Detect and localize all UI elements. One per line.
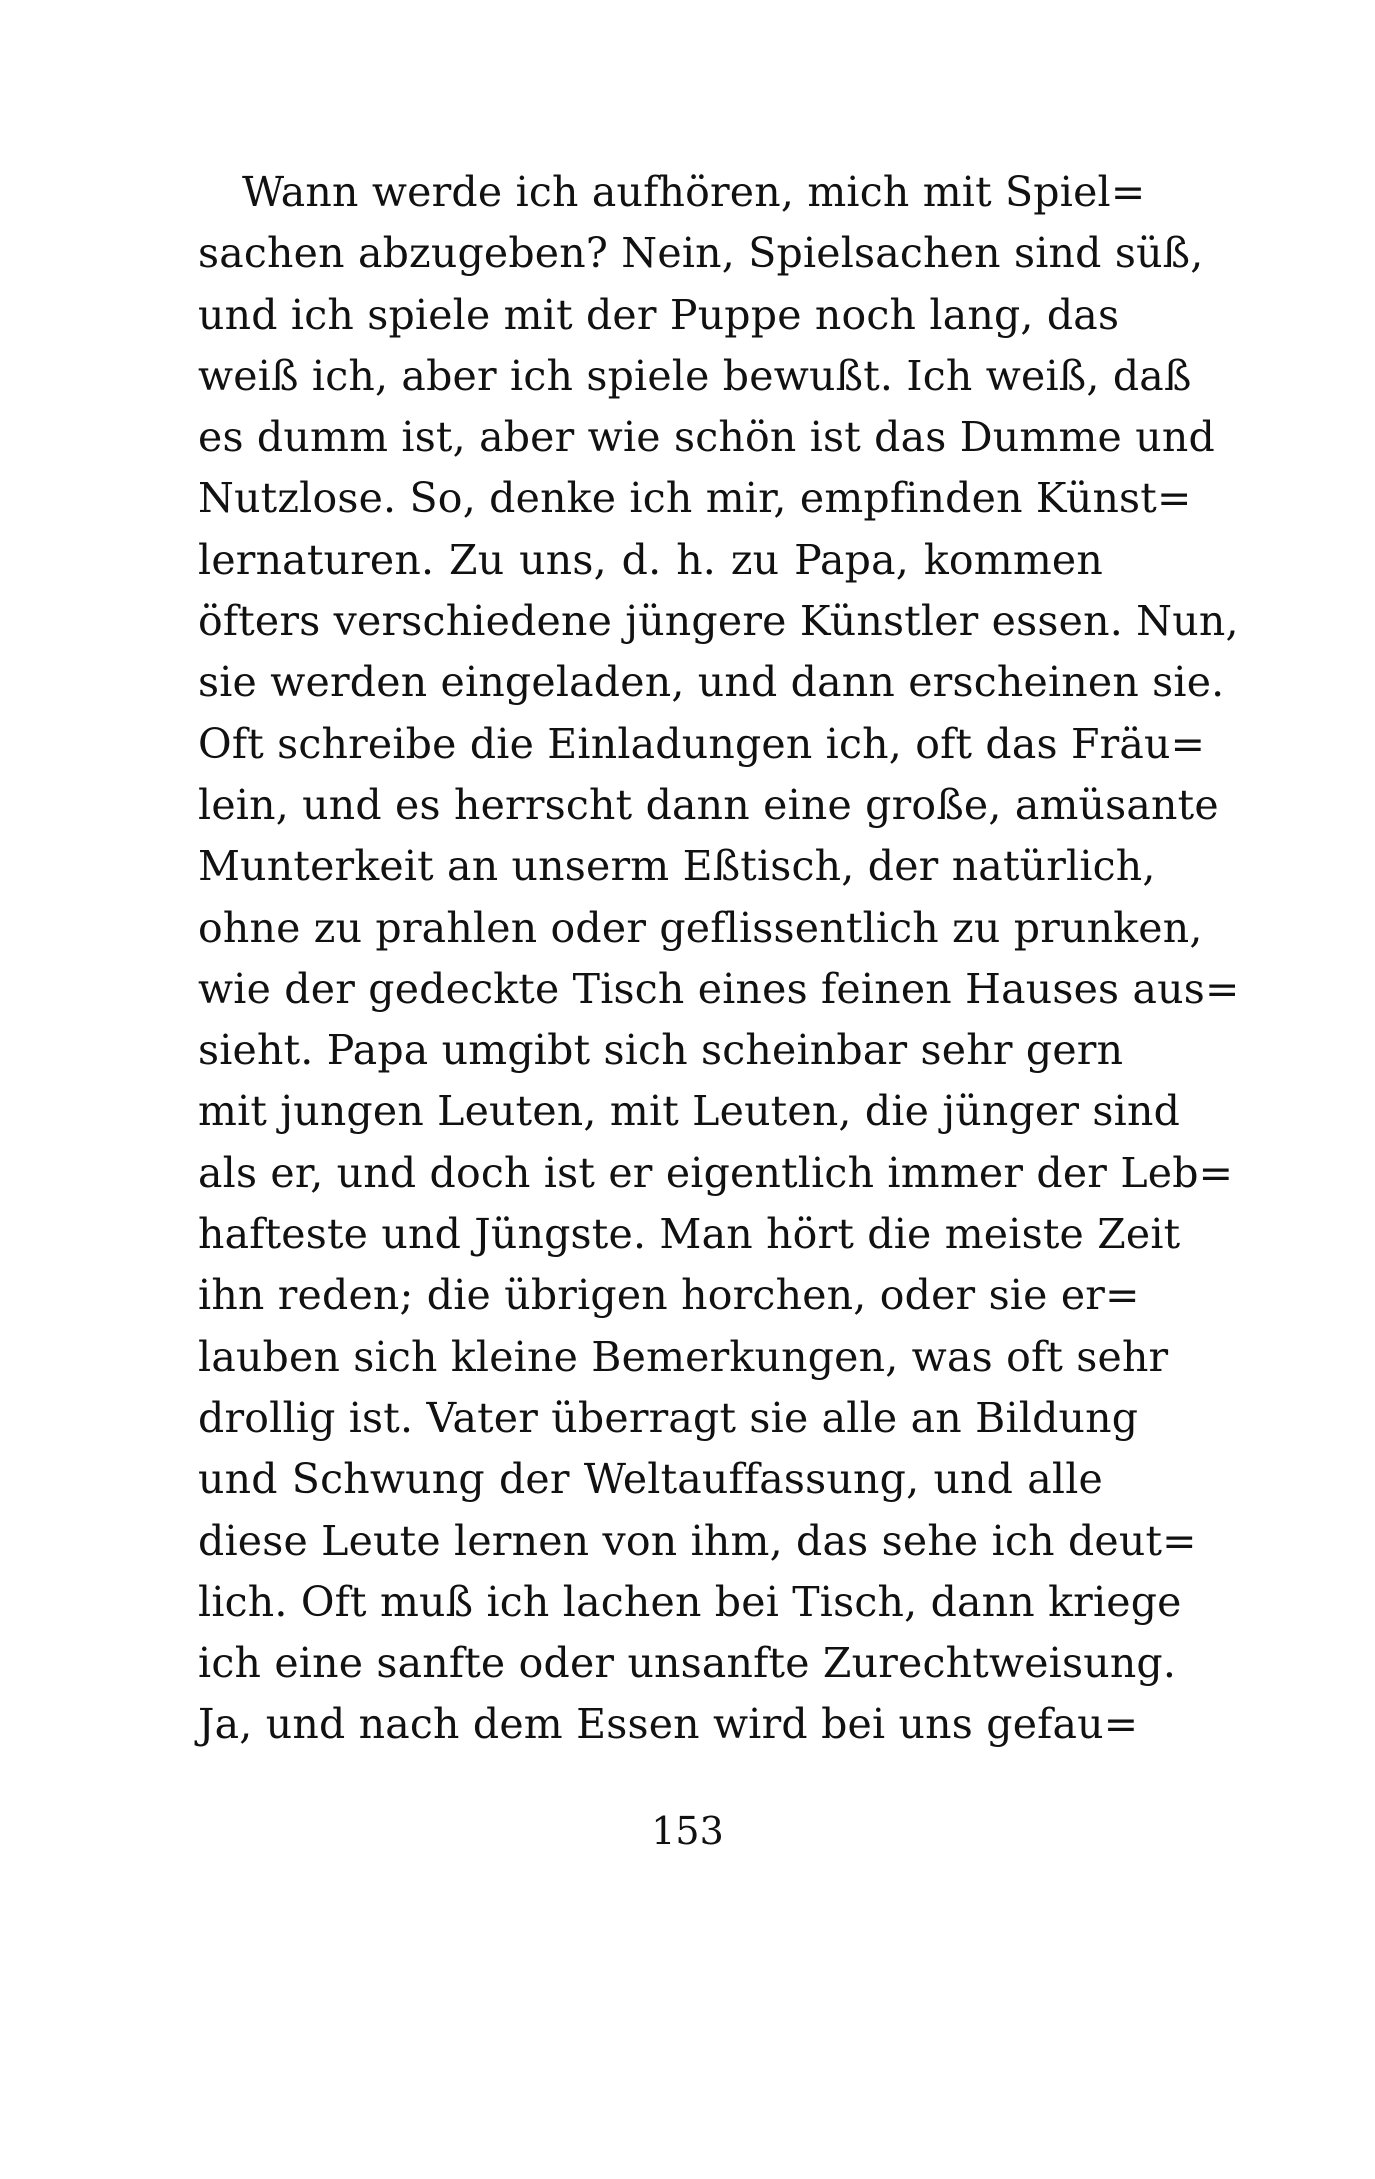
text-line: ihn reden; die übrigen horchen, oder sie er=	[198, 1271, 1140, 1320]
text-line: wie der gedeckte Tisch eines feinen Hauses aus=	[198, 964, 1240, 1013]
text-line: sieht. Papa umgibt sich scheinbar sehr gern	[198, 1026, 1124, 1075]
text-line: lauben sich kleine Bemerkungen, was oft sehr	[198, 1332, 1169, 1381]
text-line: Ja, und nach dem Essen wird bei uns gefau=	[198, 1700, 1139, 1749]
text-line: lich. Oft muß ich lachen bei Tisch, dann kriege	[198, 1577, 1182, 1626]
text-line: weiß ich, aber ich spiele bewußt. Ich weiß, daß	[198, 351, 1192, 400]
text-line: drollig ist. Vater überragt sie alle an Bildung	[198, 1393, 1139, 1442]
text-line: hafteste und Jüngste. Man hört die meiste Zeit	[198, 1210, 1181, 1259]
text-line: Munterkeit an unserm Eßtisch, der natürlich,	[198, 842, 1156, 891]
text-line: es dumm ist, aber wie schön ist das Dumme und	[198, 413, 1215, 462]
text-line: Wann werde ich aufhören, mich mit Spiel=	[242, 168, 1146, 216]
text-line: Nutzlose. So, denke ich mir, empfinden Künst=	[198, 474, 1192, 523]
text-line: sachen abzugeben? Nein, Spielsachen sind süß,	[198, 229, 1204, 278]
page-number: 153	[651, 1809, 724, 1853]
text-line: ich eine sanfte oder unsanfte Zurechtweisung.	[198, 1639, 1177, 1688]
text-line: ohne zu prahlen oder geflissentlich zu prunken,	[198, 903, 1203, 952]
text-line: Oft schreibe die Einladungen ich, oft das Fräu=	[198, 719, 1206, 768]
text-line: als er, und doch ist er eigentlich immer der Leb=	[198, 1148, 1234, 1197]
text-line: lernaturen. Zu uns, d. h. zu Papa, kommen	[198, 535, 1103, 584]
text-line: diese Leute lernen von ihm, das sehe ich deut=	[198, 1516, 1197, 1565]
text-line: und ich spiele mit der Puppe noch lang, das	[198, 290, 1120, 339]
text-line: öfters verschiedene jüngere Künstler essen. Nun,	[198, 597, 1239, 646]
text-line: sie werden eingeladen, und dann erscheinen sie.	[198, 658, 1225, 707]
text-line: und Schwung der Weltauffassung, und alle	[198, 1455, 1103, 1504]
body-text	[198, 162, 1240, 1756]
text-line: mit jungen Leuten, mit Leuten, die jünger sind	[198, 1087, 1181, 1136]
text-line: lein, und es herrscht dann eine große, amüsante	[198, 780, 1219, 829]
